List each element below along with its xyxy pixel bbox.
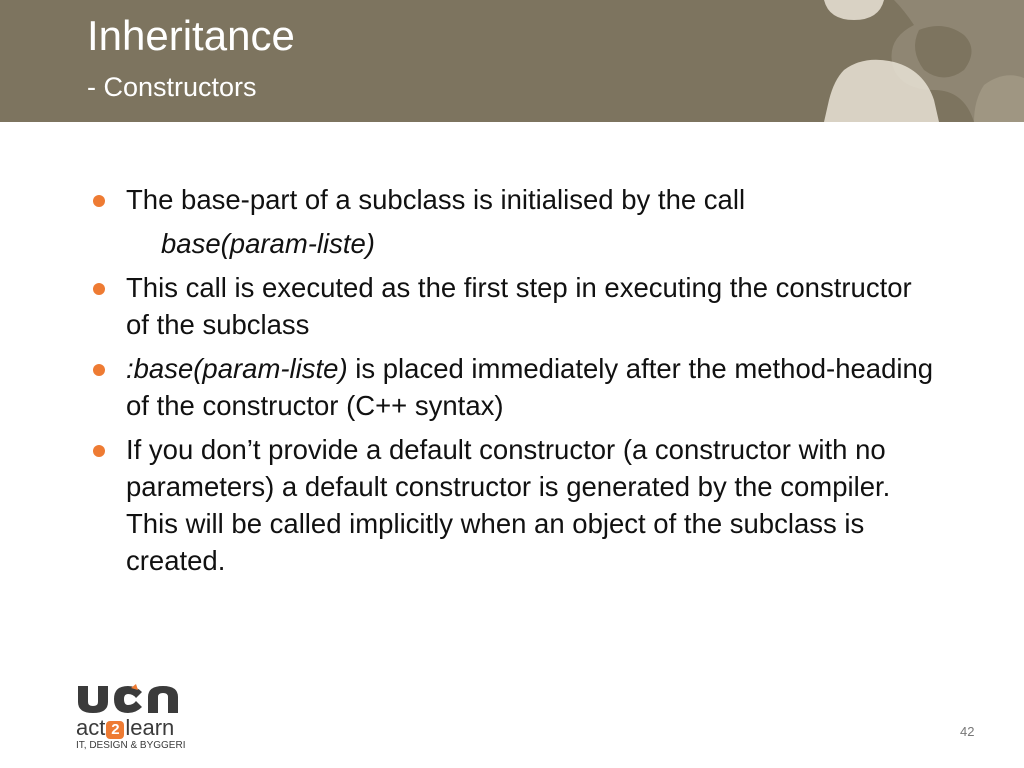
bullet-list xyxy=(90,181,940,586)
bullet-item xyxy=(90,431,940,579)
ucn-logo xyxy=(76,682,216,754)
logo-tagline: IT, DESIGN & BYGGERI xyxy=(76,740,186,751)
slide-header xyxy=(0,0,1024,122)
act-text: act xyxy=(76,715,106,740)
bullet-item xyxy=(90,181,940,218)
bullet-dot-icon xyxy=(93,195,105,207)
slide-title: Inheritance xyxy=(87,12,295,59)
code-line: base(param-liste) xyxy=(161,228,375,259)
number-badge: 2 xyxy=(106,721,124,739)
page-number: 42 xyxy=(960,724,975,739)
bullet-dot-icon xyxy=(93,364,105,376)
bullet-text: This call is executed as the first step in executing the constructor of the subclass xyxy=(126,272,912,340)
bullet-item xyxy=(90,269,940,343)
bullet-code: :base(param-liste) xyxy=(126,353,348,384)
ucn-wordmark-icon xyxy=(76,682,186,714)
bullet-text: is placed immediately after the method-heading of the constructor (C++ syntax) xyxy=(126,353,934,421)
bullet-text: If you don’t provide a default constructor (a constructor with no parameters) a default constructor is generated by the compiler. This will be called implicitly when an object of the subclass is created. xyxy=(126,434,891,576)
learn-text: learn xyxy=(125,715,175,740)
act2learn-wordmark xyxy=(76,716,174,740)
decorative-shapes xyxy=(824,0,1024,122)
bullet-dot-icon xyxy=(93,283,105,295)
bullet-text: The base-part of a subclass is initialised by the call xyxy=(126,184,746,215)
slide-subtitle: - Constructors xyxy=(87,72,257,102)
bullet-item xyxy=(90,350,940,424)
bullet-dot-icon xyxy=(93,445,105,457)
